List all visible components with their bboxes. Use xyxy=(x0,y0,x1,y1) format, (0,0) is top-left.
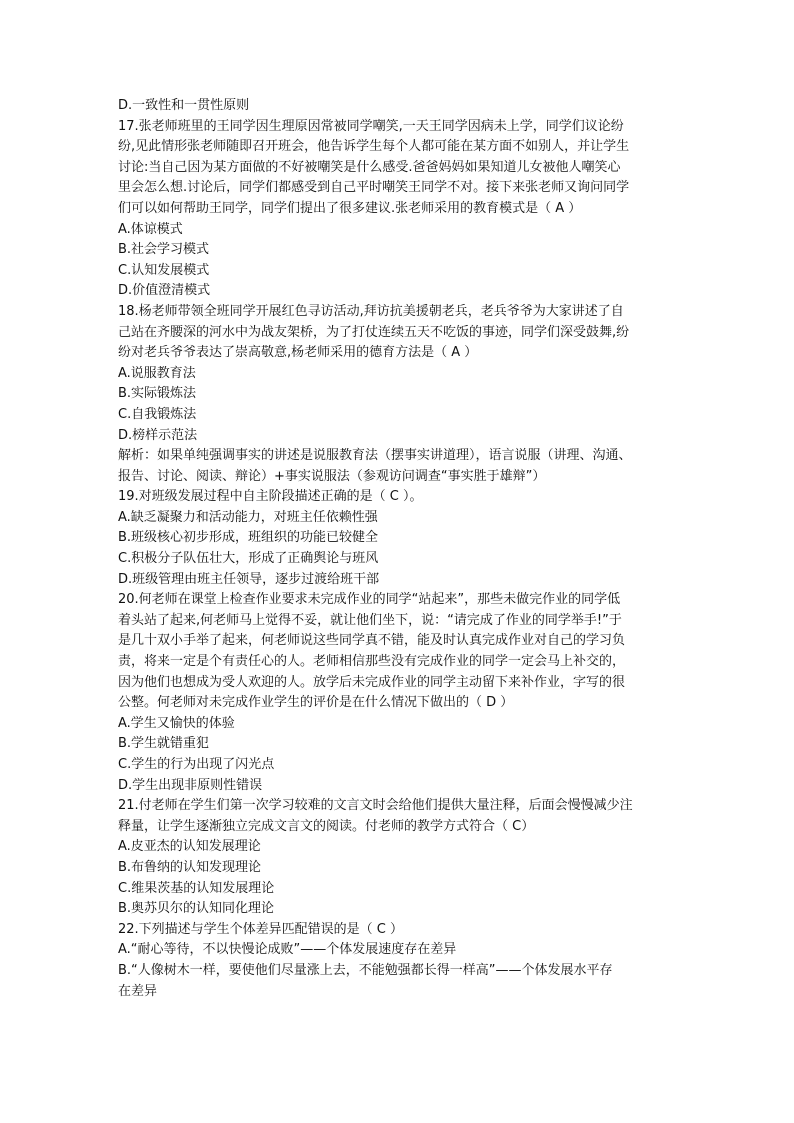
text-line: B.布鲁纳的认知发现理论 xyxy=(118,859,262,875)
text-line: B.奥苏贝尔的认知同化理论 xyxy=(118,901,275,917)
text-line: A.皮亚杰的认知发展理论 xyxy=(118,839,261,855)
text-line: B.班级核心初步形成，班组织的功能已较健全 xyxy=(118,530,379,546)
text-line: 在差异 xyxy=(118,983,158,999)
text-line: 报告、讨论、阅读、辩论）+事实说服法（参观访问调查“事实胜于雄辩”） xyxy=(118,468,546,484)
text-line: 17.张老师班里的王同学因生理原因常被同学嘲笑,一天王同学因病未上学，同学们议论纷 xyxy=(118,118,624,134)
text-line: B.社会学习模式 xyxy=(118,242,210,258)
text-line: 解析：如果单纯强调事实的讲述是说服教育法（摆事实讲道理），语言说服（讲理、沟通、 xyxy=(118,448,632,464)
text-line: A.体谅模式 xyxy=(118,221,183,237)
text-line: C.自我锻炼法 xyxy=(118,406,197,422)
text-line: D.一致性和一贯性原则 xyxy=(118,98,250,113)
text-line: D.榜样示范法 xyxy=(118,427,198,443)
text-line: B.实际锻炼法 xyxy=(118,386,197,402)
text-line: D.班级管理由班主任领导，逐步过渡给班干部 xyxy=(118,571,380,587)
text-line: A.“耐心等待，不以快慢论成败”——个体发展速度存在差异 xyxy=(118,942,457,958)
text-line: 是几十双小手举了起来，何老师说这些同学真不错，能及时认真完成作业对自己的学习负 xyxy=(118,633,626,649)
text-line: C.积极分子队伍壮大，形成了正确舆论与班风 xyxy=(118,551,379,567)
text-line: 们可以如何帮助王同学，同学们提出了很多建议.张老师采用的教育模式是（ A ） xyxy=(118,200,582,216)
text-line: 公整。何老师对未完成作业学生的评价是在什么情况下做出的（ D ） xyxy=(118,695,514,711)
document-page xyxy=(118,96,678,1002)
text-line: 因为他们也想成为受人欢迎的人。放学后未完成作业的同学主动留下来补作业，字写的很 xyxy=(118,674,626,690)
text-line: C.维果茨基的认知发展理论 xyxy=(118,880,275,896)
text-line: 纷,见此情形张老师随即召开班会，他告诉学生每个人都可能在某方面不如别人，并让学生 xyxy=(118,139,630,155)
text-line: C.学生的行为出现了闪光点 xyxy=(118,757,275,772)
text-line: 着头站了起来,何老师马上觉得不妥，就让他们坐下，说：“请完成了作业的同学举手!”于 xyxy=(118,612,622,628)
text-line: B.“人像树木一样，要使他们尽量涨上去，不能勉强都长得一样高”——个体发展水平存 xyxy=(118,962,613,978)
text-line: A.说服教育法 xyxy=(118,365,196,381)
text-line: A.缺乏凝聚力和活动能力，对班主任依赖性强 xyxy=(118,509,378,525)
text-line: B.学生就错重犯 xyxy=(118,736,210,752)
text-line: 己站在齐腰深的河水中为战友架桥，为了打仗连续五天不吃饭的事迹，同学们深受鼓舞,纷 xyxy=(118,324,630,340)
text-line: C.认知发展模式 xyxy=(118,262,210,278)
text-line: 讨论:当自己因为某方面做的不好被嘲笑是什么感受.爸爸妈妈如果知道儿女被他人嘲笑心 xyxy=(118,159,621,175)
text-line: D.学生出现非原则性错误 xyxy=(118,777,263,793)
text-line: 21.付老师在学生们第一次学习较难的文言文时会给他们提供大量注释，后面会慢慢减少注 xyxy=(118,798,633,814)
text-line: 18.杨老师带领全班同学开展红色寻访活动,拜访抗美援朝老兵，老兵爷爷为大家讲述了自 xyxy=(118,303,624,319)
text-line: 责，将来一定是个有责任心的人。老师相信那些没有完成作业的同学一定会马上补交的， xyxy=(118,654,626,670)
text-line: D.价值澄清模式 xyxy=(118,283,211,299)
text-line: 19.对班级发展过程中自主阶段描述正确的是（ C ）。 xyxy=(118,489,423,505)
text-line: 20.何老师在课堂上检查作业要求未完成作业的同学“站起来”，那些未做完作业的同学低 xyxy=(118,592,621,608)
text-line: 释量，让学生逐渐独立完成文言文的阅读。付老师的教学方式符合（ C） xyxy=(118,818,535,834)
text-line: A.学生又愉快的体验 xyxy=(118,715,235,731)
text-line: 里会怎么想.讨论后，同学们都感受到自己平时嘲笑王同学不对。接下来张老师又询问同学 xyxy=(118,180,630,196)
text-line: 纷对老兵爷爷表达了崇高敬意,杨老师采用的德育方法是（ A ） xyxy=(118,345,478,361)
text-line: 22.下列描述与学生个体差异匹配错误的是（ C ） xyxy=(118,921,404,937)
